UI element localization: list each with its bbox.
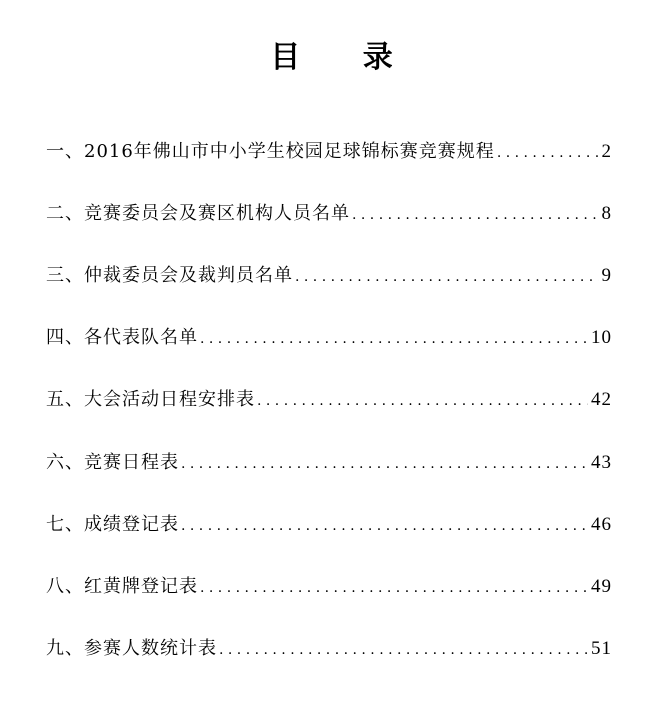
toc-item-page: 46: [591, 514, 612, 535]
toc-item-label: 一、2016年佛山市中小学生校园足球锦标赛竞赛规程: [46, 141, 495, 162]
toc-item[interactable]: [46, 323, 612, 353]
toc-item-label: 六、竞赛日程表: [46, 452, 179, 473]
toc-item[interactable]: [46, 261, 612, 291]
toc-dot-leader: [295, 262, 599, 292]
toc-item[interactable]: [46, 572, 612, 602]
toc-item-page: 10: [591, 327, 612, 348]
toc-item[interactable]: [46, 448, 612, 478]
toc-dot-leader: [219, 635, 588, 665]
toc-item-page: 49: [591, 576, 612, 597]
toc-item-label: 四、各代表队名单: [46, 327, 198, 348]
toc-item-label: 七、成绩登记表: [46, 514, 179, 535]
toc-dot-leader: [200, 324, 588, 354]
toc-dot-leader: [181, 449, 588, 479]
toc-dot-leader: [352, 200, 599, 230]
toc-dot-leader: [257, 386, 588, 416]
toc-item-label: 八、红黄牌登记表: [46, 576, 198, 597]
toc-item-label: 三、仲裁委员会及裁判员名单: [46, 265, 293, 286]
toc-item-page: 9: [601, 265, 612, 286]
toc-item[interactable]: [46, 137, 612, 167]
toc-item-page: 43: [591, 452, 612, 473]
toc-dot-leader: [181, 511, 588, 541]
toc-item-label: 五、大会活动日程安排表: [46, 389, 255, 410]
toc-dot-leader: [200, 573, 588, 603]
toc-item-label: 二、竞赛委员会及赛区机构人员名单: [46, 203, 350, 224]
toc-item-page: 42: [591, 389, 612, 410]
toc-item[interactable]: [46, 510, 612, 540]
toc-item[interactable]: [46, 385, 612, 415]
toc-item-page: 2: [601, 141, 612, 162]
toc-item[interactable]: [46, 199, 612, 229]
toc-dot-leader: [497, 138, 599, 168]
toc-item-page: 8: [601, 203, 612, 224]
toc-item-label: 九、参赛人数统计表: [46, 638, 217, 659]
page-title: 目 录: [270, 40, 419, 75]
toc-item[interactable]: [46, 634, 612, 664]
toc-item-page: 51: [591, 638, 612, 659]
